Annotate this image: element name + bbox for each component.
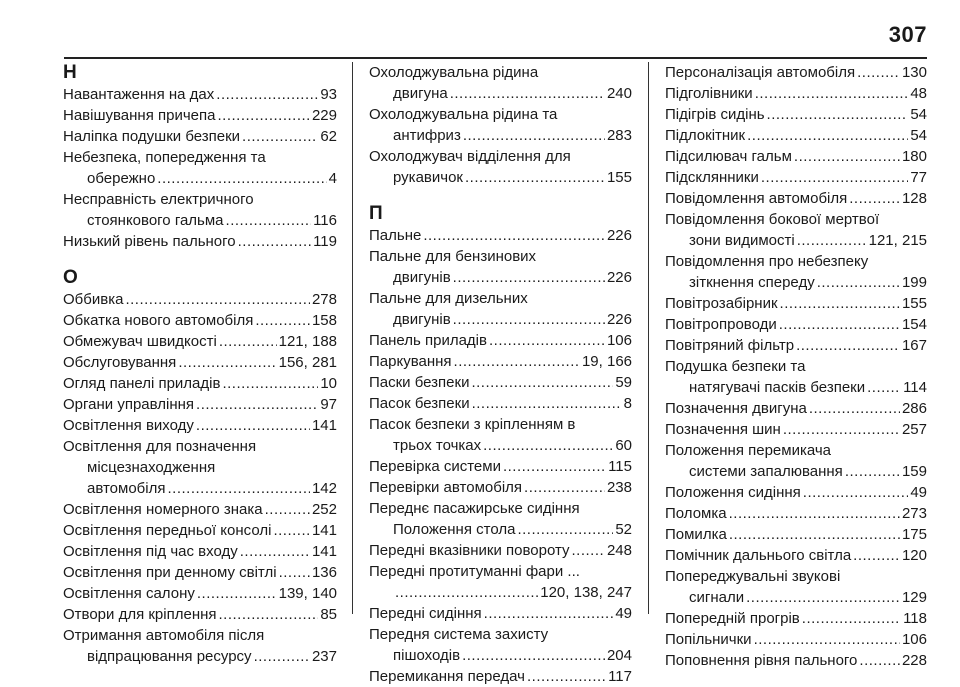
index-entry	[369, 561, 632, 603]
dot-leader	[157, 168, 326, 189]
index-entry	[369, 477, 632, 498]
index-entry	[63, 352, 337, 373]
index-page-ref: 8	[623, 395, 632, 412]
dot-leader	[196, 415, 310, 436]
index-entry-text: Охолоджувальна рідина та	[369, 106, 558, 123]
dot-leader	[471, 372, 613, 393]
index-page-ref: 4	[328, 170, 337, 187]
column-divider	[648, 62, 649, 614]
header-rule	[64, 57, 927, 59]
index-page-ref: 77	[910, 169, 927, 186]
dot-leader	[454, 351, 580, 372]
index-entry-text: Паски безпеки	[369, 374, 470, 391]
index-entry-text: Позначення двигуна	[665, 400, 807, 417]
index-page-ref: 238	[606, 479, 632, 496]
index-page-ref: 228	[901, 652, 927, 669]
dot-leader	[859, 650, 900, 671]
index-entry-text: стоянкового гальма	[87, 212, 224, 229]
index-entry-text: Перемикання передач	[369, 668, 525, 685]
index-entry	[369, 498, 632, 540]
index-entry	[665, 83, 927, 104]
index-entry-text: обережно	[87, 170, 156, 187]
index-page-ref: 167	[901, 337, 927, 354]
index-page-ref: 116	[313, 212, 337, 229]
index-entry	[369, 288, 632, 330]
index-page-ref: 106	[606, 332, 632, 349]
index-page-ref: 229	[311, 107, 337, 124]
index-entry-text: Повітряний фільтр	[665, 337, 795, 354]
index-entry-text: Освітлення під час входу	[63, 543, 238, 560]
index-entry-text: Передні протитуманні фари ...	[369, 563, 580, 580]
dot-leader	[857, 62, 900, 83]
dot-leader	[729, 503, 900, 524]
dot-leader	[255, 310, 310, 331]
index-page-ref: 49	[910, 484, 927, 501]
index-entry	[369, 624, 632, 666]
index-entry	[665, 335, 927, 356]
dot-leader	[524, 477, 605, 498]
dot-leader	[754, 629, 900, 650]
index-entry-text: двигунів	[393, 311, 451, 328]
index-page-ref: 121, 215	[868, 232, 927, 249]
index-entry	[369, 351, 632, 372]
index-entry	[63, 310, 337, 331]
dot-leader	[423, 225, 605, 246]
index-entry-text: Низький рівень пального	[63, 233, 236, 250]
dot-leader	[472, 393, 622, 414]
dot-leader	[755, 83, 909, 104]
dot-leader	[853, 545, 900, 566]
index-entry-text: Освітлення передньої консолі	[63, 522, 272, 539]
dot-leader	[729, 524, 900, 545]
index-entry	[665, 566, 927, 608]
index-letter-heading: П	[369, 203, 383, 224]
index-page-ref: 159	[901, 463, 927, 480]
index-entry-text: Пальне для бензинових	[369, 248, 537, 265]
index-entry-text: антифриз	[393, 127, 461, 144]
index-page-ref: 114	[903, 379, 927, 396]
index-page-ref: 155	[606, 169, 632, 186]
dot-leader	[450, 83, 605, 104]
index-page-ref: 286	[901, 400, 927, 417]
index-entry	[63, 394, 337, 415]
dot-leader	[453, 309, 605, 330]
index-entry	[665, 104, 927, 125]
index-entry	[665, 545, 927, 566]
index-entry	[369, 393, 632, 414]
dot-leader	[222, 373, 318, 394]
index-entry	[665, 251, 927, 293]
index-entry	[63, 147, 337, 189]
dot-leader	[273, 520, 310, 541]
index-page-ref: 49	[615, 605, 632, 622]
index-entry-text: пішоходів	[393, 647, 461, 664]
index-entry	[665, 209, 927, 251]
index-entry-text: Позначення шин	[665, 421, 781, 438]
index-entry	[369, 372, 632, 393]
dot-leader	[809, 398, 900, 419]
index-entry	[63, 189, 337, 231]
index-page-ref: 62	[320, 128, 337, 145]
index-entry-text: Навантаження на дах	[63, 86, 215, 103]
index-entry	[665, 167, 927, 188]
index-entry-text: Паркування	[369, 353, 452, 370]
dot-leader	[242, 126, 318, 147]
index-column-2	[369, 62, 632, 685]
index-page-ref: 117	[608, 668, 632, 685]
index-entry-text: натягувачі пасків безпеки	[689, 379, 866, 396]
column-divider	[352, 62, 353, 614]
index-entry-text: двигунів	[393, 269, 451, 286]
index-page-ref: 129	[901, 589, 927, 606]
index-entry	[63, 562, 337, 583]
index-entry	[369, 104, 632, 146]
index-page-ref: 248	[606, 542, 632, 559]
index-entry-text: Підсклянники	[665, 169, 759, 186]
index-entry-text: Перевірка системи	[369, 458, 501, 475]
index-entry	[63, 604, 337, 625]
index-entry-text: Освітлення виходу	[63, 417, 194, 434]
index-page-ref: 128	[901, 190, 927, 207]
index-entry	[369, 540, 632, 561]
index-page-ref: 257	[901, 421, 927, 438]
page-number: 307	[888, 22, 927, 47]
index-entry-text: системи запалювання	[689, 463, 843, 480]
dot-leader	[796, 335, 900, 356]
index-page-ref: 10	[320, 375, 337, 392]
index-column-3	[665, 62, 927, 669]
index-page-ref: 278	[311, 291, 337, 308]
index-entry-text: Підлокітник	[665, 127, 746, 144]
index-entry	[63, 105, 337, 126]
dot-leader	[527, 666, 606, 687]
dot-leader	[453, 267, 605, 288]
index-page-ref: 226	[606, 269, 632, 286]
dot-leader	[265, 499, 310, 520]
dot-leader	[794, 146, 900, 167]
dot-leader	[395, 582, 538, 603]
index-column-1	[63, 62, 337, 665]
index-entry	[665, 419, 927, 440]
index-page-ref: 141	[311, 417, 337, 434]
index-entry-text: Положення перемикача	[665, 442, 832, 459]
index-entry-text: Пасок безпеки з кріпленням в	[369, 416, 576, 433]
index-entry	[63, 583, 337, 604]
index-entry-text: Перевірки автомобіля	[369, 479, 523, 496]
dot-leader	[178, 352, 276, 373]
index-entry-text: автомобіля	[87, 480, 166, 497]
dot-leader	[196, 394, 318, 415]
index-page-ref: 240	[606, 85, 632, 102]
index-entry-text: Помилка	[665, 526, 727, 543]
dot-leader	[197, 583, 277, 604]
index-entry-text: Наліпка подушки безпеки	[63, 128, 241, 145]
index-entry-text: Передня система захисту	[369, 626, 549, 643]
index-entry-text: Освітлення при денному світлі	[63, 564, 277, 581]
dot-leader	[240, 541, 310, 562]
dot-leader	[780, 293, 900, 314]
index-entry-text: Поповнення рівня пального	[665, 652, 858, 669]
index-entry	[665, 650, 927, 671]
dot-leader	[462, 645, 605, 666]
index-page-ref: 136	[311, 564, 337, 581]
index-entry-text: Обслуговування	[63, 354, 177, 371]
dot-leader	[845, 461, 900, 482]
index-entry-text: Обмежувач швидкості	[63, 333, 217, 350]
index-page-ref: 118	[903, 610, 927, 627]
index-entry	[369, 146, 632, 188]
index-entry	[665, 125, 927, 146]
index-entry	[369, 62, 632, 104]
dot-leader	[797, 230, 867, 251]
dot-leader	[867, 377, 901, 398]
index-page-ref: 252	[311, 501, 337, 518]
index-entry-text: зони видимості	[689, 232, 795, 249]
dot-leader	[779, 314, 900, 335]
index-entry-text: Підігрів сидінь	[665, 106, 765, 123]
index-entry	[665, 524, 927, 545]
index-entry	[63, 331, 337, 352]
index-entry	[63, 415, 337, 436]
dot-leader	[747, 125, 908, 146]
index-entry	[665, 188, 927, 209]
dot-leader	[503, 456, 606, 477]
index-page-ref: 141	[311, 543, 337, 560]
index-entry	[63, 289, 337, 310]
index-entry-text: Небезпека, попередження та	[63, 149, 266, 166]
index-page-ref: 119	[313, 233, 337, 250]
dot-leader	[746, 587, 900, 608]
index-entry-text: Отримання автомобіля після	[63, 627, 265, 644]
index-entry	[665, 629, 927, 650]
dot-leader	[489, 330, 605, 351]
index-page-ref: 142	[311, 480, 337, 497]
index-entry-text: Пальне для дизельних	[369, 290, 528, 307]
index-entry-text: Пальне	[369, 227, 422, 244]
index-page-ref: 59	[615, 374, 632, 391]
index-page-ref: 60	[615, 437, 632, 454]
index-entry	[665, 398, 927, 419]
index-entry	[369, 246, 632, 288]
index-page-ref: 54	[910, 127, 927, 144]
index-page-ref: 175	[901, 526, 927, 543]
index-entry	[63, 126, 337, 147]
index-entry-text: Попільнички	[665, 631, 752, 648]
dot-leader	[463, 125, 605, 146]
index-entry-text: відпрацювання ресурсу	[87, 648, 252, 665]
dot-leader	[783, 419, 900, 440]
index-entry-text: Панель приладів	[369, 332, 487, 349]
index-entry	[63, 84, 337, 105]
index-entry-text: Підголівники	[665, 85, 753, 102]
index-entry	[369, 330, 632, 351]
index-page-ref: 273	[901, 505, 927, 522]
index-entry	[665, 293, 927, 314]
index-entry-text: Освітлення для позначення	[63, 438, 257, 455]
index-page-ref: 199	[901, 274, 927, 291]
index-entry-text: Попередній прогрів	[665, 610, 800, 627]
index-entry-text: Передні сидіння	[369, 605, 482, 622]
dot-leader	[817, 272, 900, 293]
index-entry-text: Помічник дальнього світла	[665, 547, 852, 564]
index-entry-text: Повідомлення про небезпеку	[665, 253, 869, 270]
index-entry	[665, 608, 927, 629]
index-entry-text: Попереджувальні звукові	[665, 568, 841, 585]
index-letter-heading: Н	[63, 62, 77, 83]
index-entry-text: Огляд панелі приладів	[63, 375, 221, 392]
index-entry-text: Персоналізація автомобіля	[665, 64, 856, 81]
index-entry	[369, 666, 632, 687]
index-entry-text: Подушка безпеки та	[665, 358, 806, 375]
dot-leader	[465, 167, 605, 188]
index-page-ref: 120, 138, 247	[540, 584, 632, 601]
dot-leader	[761, 167, 908, 188]
index-entry	[63, 499, 337, 520]
index-entry	[665, 503, 927, 524]
dot-leader	[803, 482, 909, 503]
index-page-ref: 115	[608, 458, 632, 475]
index-entry-text: Повідомлення бокової мертвої	[665, 211, 880, 228]
dot-leader	[517, 519, 613, 540]
index-page-ref: 237	[311, 648, 337, 665]
index-entry-text: Пасок безпеки	[369, 395, 470, 412]
index-entry-text: Навішування причепа	[63, 107, 216, 124]
dot-leader	[219, 331, 277, 352]
index-page-ref: 97	[320, 396, 337, 413]
dot-leader	[216, 84, 318, 105]
index-entry	[369, 414, 632, 456]
dot-leader	[483, 435, 613, 456]
dot-leader	[167, 478, 309, 499]
index-page-ref: 52	[615, 521, 632, 538]
index-entry-text: Обкатка нового автомобіля	[63, 312, 254, 329]
index-entry-text: Повітрозабірник	[665, 295, 778, 312]
index-letter-heading: О	[63, 267, 78, 288]
index-entry-text: Підсилювач гальм	[665, 148, 792, 165]
index-entry-text: трьох точках	[393, 437, 482, 454]
index-entry-text: Оббивка	[63, 291, 124, 308]
index-entry-text: Охолоджувач відділення для	[369, 148, 571, 165]
index-entry	[63, 520, 337, 541]
index-entry-text: Органи управління	[63, 396, 195, 413]
dot-leader	[238, 231, 311, 252]
index-entry-text: зіткнення спереду	[689, 274, 815, 291]
index-entry	[665, 146, 927, 167]
index-entry-text: Положення сидіння	[665, 484, 801, 501]
index-page-ref: 48	[910, 85, 927, 102]
index-page-ref: 130	[901, 64, 927, 81]
dot-leader	[572, 540, 605, 561]
index-entry-text: Несправність електричного	[63, 191, 254, 208]
index-entry-text: Повітропроводи	[665, 316, 777, 333]
dot-leader	[849, 188, 900, 209]
index-entry-text: Переднє пасажирське сидіння	[369, 500, 580, 517]
index-entry	[63, 231, 337, 252]
dot-leader	[226, 210, 312, 231]
index-entry-text: місцезнаходження	[87, 459, 216, 476]
index-entry-text: сигнали	[689, 589, 745, 606]
index-entry-text: Передні вказівники повороту	[369, 542, 570, 559]
index-page-ref: 158	[311, 312, 337, 329]
index-entry	[665, 440, 927, 482]
index-page-ref: 19, 166	[581, 353, 632, 370]
index-page-ref: 85	[320, 606, 337, 623]
dot-leader	[217, 105, 309, 126]
dot-leader	[802, 608, 901, 629]
index-page-ref: 121, 188	[278, 333, 337, 350]
dot-leader	[125, 289, 310, 310]
index-page-ref: 93	[320, 86, 337, 103]
index-entry-text: Освітлення номерного знака	[63, 501, 263, 518]
index-entry	[369, 456, 632, 477]
index-page-ref: 226	[606, 227, 632, 244]
index-entry-text: двигуна	[393, 85, 448, 102]
index-page-ref: 155	[901, 295, 927, 312]
index-page-ref: 226	[606, 311, 632, 328]
dot-leader	[219, 604, 319, 625]
index-entry	[63, 625, 337, 667]
dot-leader	[767, 104, 909, 125]
index-entry-text: Отвори для кріплення	[63, 606, 217, 623]
index-page-ref: 154	[901, 316, 927, 333]
index-page-ref: 204	[606, 647, 632, 664]
index-entry	[665, 314, 927, 335]
index-page-ref: 106	[901, 631, 927, 648]
index-entry-text: Поломка	[665, 505, 727, 522]
dot-leader	[254, 646, 310, 667]
index-entry	[665, 356, 927, 398]
index-entry-text: Повідомлення автомобіля	[665, 190, 848, 207]
index-entry	[665, 482, 927, 503]
index-page-ref: 180	[901, 148, 927, 165]
index-page-ref: 283	[606, 127, 632, 144]
index-page-ref: 54	[910, 106, 927, 123]
index-entry	[369, 225, 632, 246]
index-page-ref: 141	[311, 522, 337, 539]
index-entry-text: рукавичок	[393, 169, 463, 186]
index-entry	[369, 603, 632, 624]
index-entry-text: Положення стола	[393, 521, 516, 538]
index-entry-text: Освітлення салону	[63, 585, 195, 602]
index-entry	[63, 541, 337, 562]
dot-leader	[279, 562, 310, 583]
index-page-ref: 156, 281	[278, 354, 337, 371]
dot-leader	[484, 603, 614, 624]
index-entry	[63, 436, 337, 499]
index-entry	[63, 373, 337, 394]
index-entry	[665, 62, 927, 83]
index-page-ref: 120	[901, 547, 927, 564]
index-entry-text: Охолоджувальна рідина	[369, 64, 539, 81]
index-page-ref: 139, 140	[278, 585, 337, 602]
